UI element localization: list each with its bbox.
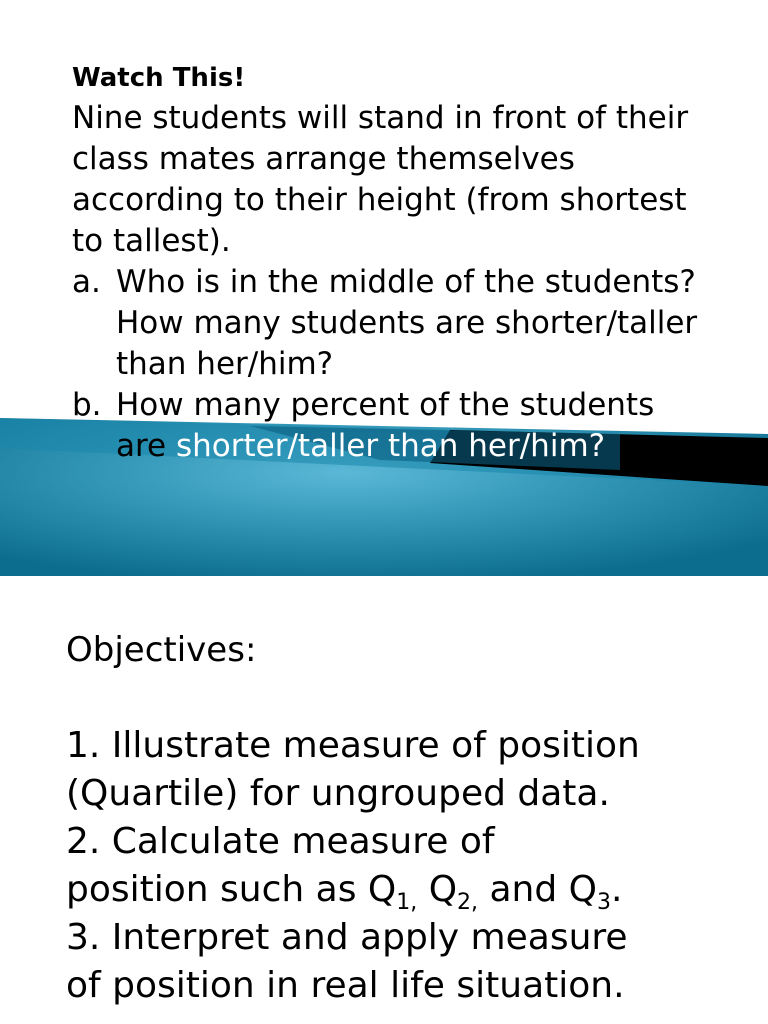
question-a	[72, 262, 712, 385]
objectives-colon: :	[244, 630, 257, 670]
subscript-2: 2,	[457, 890, 479, 915]
slide-title: Watch This!	[72, 63, 246, 93]
objectives-slide	[0, 596, 768, 1024]
objective-3-line-1: 3. Interpret and apply measure	[66, 917, 628, 958]
question-text-line1: How many percent of the students	[116, 387, 655, 423]
slide-divider	[0, 576, 768, 596]
intro-paragraph: Nine students will stand in front of their class mates arrange themselves according to their height (from shortest to tallest).	[72, 100, 689, 259]
objective-2-text-a: position such as Q	[66, 869, 397, 910]
objective-1-line-2: (Quartile) for ungrouped data.	[66, 773, 610, 814]
objective-1-line-1: 1. Illustrate measure of position	[66, 725, 640, 766]
objective-2-line-1: 2. Calculate measure of	[66, 821, 495, 862]
question-b	[72, 385, 712, 467]
objectives-title: Objectives	[66, 630, 245, 670]
subscript-3: 3	[597, 890, 611, 915]
question-marker: b.	[72, 387, 102, 423]
question-text	[116, 385, 712, 467]
question-text-highlight: shorter/taller than her/him?	[176, 428, 606, 464]
objective-2-line-2	[66, 866, 746, 914]
question-text: Who is in the middle of the students? How many students are shorter/taller than her/him?	[116, 264, 698, 382]
watch-this-content	[72, 58, 712, 467]
objective-2-text-d: .	[611, 869, 623, 910]
objective-3-line-2: of position in real life situation.	[66, 965, 625, 1006]
objective-2-text-b: Q	[417, 869, 458, 910]
objectives-heading	[66, 630, 256, 670]
question-marker: a.	[72, 264, 101, 300]
question-text-prefix: are	[116, 428, 176, 464]
objectives-list	[66, 722, 746, 1010]
subscript-1: 1,	[396, 890, 418, 915]
objective-2-text-c: and Q	[478, 869, 597, 910]
